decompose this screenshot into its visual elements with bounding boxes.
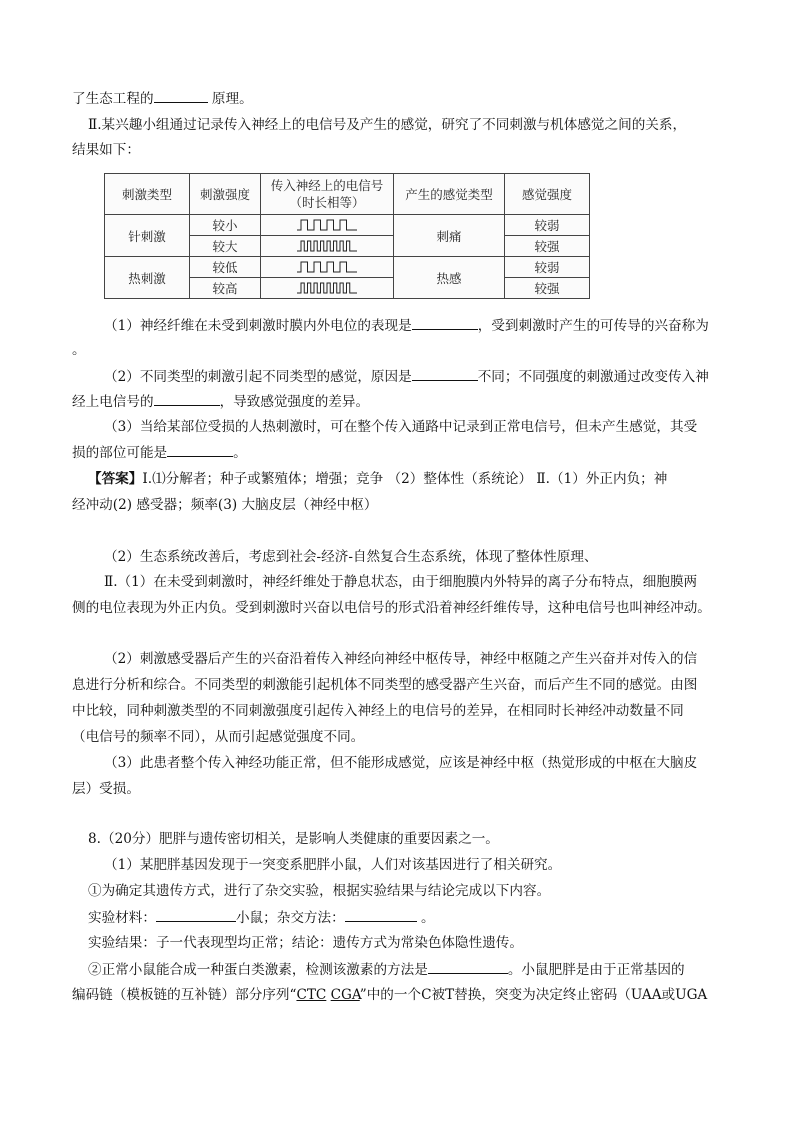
intro-line-3: 结果如下： <box>72 142 140 158</box>
cell-strength: 较高 <box>190 278 261 299</box>
pulse-wave <box>297 241 357 251</box>
cell-intensity: 较强 <box>505 278 590 299</box>
cell-type: 针刺激 <box>105 215 190 257</box>
text: Ⅰ.⑴分解者；种子或繁殖体；增强；竞争 （2）整体性（系统论） Ⅱ.（1）外正内负；神 <box>142 471 668 487</box>
table-row <box>105 215 590 236</box>
cell-strength: 较小 <box>190 215 261 236</box>
intro-line-2: Ⅱ.某兴趣小组通过记录传入神经上的电信号及产生的感觉，研究了不同刺激与机体感觉之间的关系， <box>88 117 687 133</box>
answer-line-1 <box>88 469 667 489</box>
text: （2）不同类型的刺激引起不同类型的感觉，原因是 <box>104 369 412 385</box>
q8-line-2: （1）某肥胖基因发现于一突变系肥胖小鼠，人们对该基因进行了相关研究。 <box>104 857 562 873</box>
header-sensation-type: 产生的感觉类型 <box>394 174 505 215</box>
text: 小鼠；杂交方法： <box>235 910 345 926</box>
text: （1）神经纤维在未受到刺激时膜内外电位的表现是 <box>104 318 412 334</box>
answer-blank <box>428 959 508 974</box>
stimulus-table <box>104 173 590 299</box>
header-signal-line1: 传入神经上的电信号 <box>270 178 384 193</box>
pulse-signal-icon <box>297 281 357 295</box>
cell-signal <box>261 278 394 299</box>
answer-blank <box>154 391 220 406</box>
text: 不同；不同强度的刺激通过改变传入神 <box>477 369 709 385</box>
analysis-p4a: （3）此患者整个传入神经功能正常，但不能形成感觉，应该是神经中枢（热觉形成的中枢在大脑皮 <box>104 755 698 771</box>
text: 经上电信号的 <box>72 394 154 410</box>
header-sensation-intensity: 感觉强度 <box>505 174 590 215</box>
sequence-codon: CTC <box>296 987 327 1003</box>
text: 。 <box>233 445 247 461</box>
text: 。小鼠肥胖是由于正常基因的 <box>507 962 685 978</box>
answer-blank <box>412 366 478 381</box>
text: ，受到刺激时产生的可传导的兴奋称为 <box>477 318 709 334</box>
analysis-p3b: 息进行分析和综合。不同类型的刺激能引起机体不同类型的感受器产生兴奋，而后产生不同的感觉。由图 <box>72 677 698 693</box>
answer-blank <box>345 907 417 922</box>
pulse-wave <box>297 262 357 272</box>
cell-strength: 较低 <box>190 257 261 278</box>
question-2 <box>104 366 709 387</box>
text: 。 <box>416 910 435 926</box>
cell-sensation: 刺痛 <box>394 215 505 257</box>
header-stimulus-strength: 刺激强度 <box>190 174 261 215</box>
pulse-signal-icon <box>297 218 357 232</box>
cell-type: 热刺激 <box>105 257 190 299</box>
header-signal-line2: （时长相等） <box>289 195 365 210</box>
analysis-p1: （2）生态系统改善后，考虑到社会-经济-自然复合生态系统，体现了整体性原理、 <box>104 549 598 565</box>
cell-intensity: 较弱 <box>505 257 590 278</box>
text: ”中的一个C被T替换，突变为决定终止密码（UAA或UGA <box>359 987 708 1003</box>
intro-line-1 <box>72 88 253 109</box>
text: ②正常小鼠能合成一种蛋白类激素，检测该激素的方法是 <box>88 962 428 978</box>
cell-intensity: 较弱 <box>505 215 590 236</box>
analysis-p2b: 侧的电位表现为外正内负。受到刺激时兴奋以电信号的形式沿着神经纤维传导，这种电信号也叫神经冲动。 <box>72 600 711 616</box>
analysis-p3a: （2）刺激感受器后产生的兴奋沿着传入神经向神经中枢传导，神经中枢随之产生兴奋并对传入的信 <box>104 651 698 667</box>
header-signal <box>261 174 394 215</box>
pulse-signal-icon <box>297 239 357 253</box>
q8-line-7 <box>72 985 707 1005</box>
pulse-signal-icon <box>297 260 357 274</box>
table-row <box>105 257 590 278</box>
q8-line-6 <box>88 959 685 980</box>
text: 实验材料： <box>88 910 156 926</box>
analysis-p2a: Ⅱ.（1）在未受到刺激时，神经纤维处于静息状态，由于细胞膜内外特异的离子分布特点，细胞膜两 <box>104 574 698 590</box>
analysis-p4b: 层）受损。 <box>72 781 140 797</box>
answer-blank <box>167 442 233 457</box>
cell-strength: 较大 <box>190 236 261 257</box>
text: 原理。 <box>207 91 253 107</box>
question-3-cont <box>72 442 247 463</box>
text: ，导致感觉强度的差异。 <box>219 394 370 410</box>
q8-line-4 <box>88 907 435 928</box>
cell-intensity: 较强 <box>505 236 590 257</box>
q8-line-3: ①为确定其遗传方式，进行了杂交实验，根据实验结果与结论完成以下内容。 <box>88 883 551 899</box>
sequence-codon: CGA <box>330 987 360 1003</box>
analysis-p3c: 中比较，同种刺激类型的不同刺激强度引起传入神经上的电信号的差异，在相同时长神经冲动数量不同 <box>72 703 684 719</box>
cell-signal <box>261 236 394 257</box>
text: 了生态工程的 <box>72 91 154 107</box>
pulse-wave <box>297 283 357 293</box>
analysis-p3d: （电信号的频率不同），从而引起感觉强度不同。 <box>72 729 365 745</box>
question-1-end: 。 <box>72 342 86 358</box>
cell-signal <box>261 215 394 236</box>
question-2-cont <box>72 391 369 412</box>
cell-sensation: 热感 <box>394 257 505 299</box>
question-1 <box>104 315 709 336</box>
cell-signal <box>261 257 394 278</box>
question-3: （3）当给某部位受损的人热刺激时，可在整个传入通路中记录到正常电信号，但未产生感觉，其受 <box>104 419 698 435</box>
q8-line-5: 实验结果：子一代表现型均正常；结论：遗传方式为常染色体隐性遗传。 <box>88 935 523 951</box>
answer-blank <box>154 88 208 103</box>
text: 损的部位可能是 <box>72 445 168 461</box>
answer-blank <box>156 907 236 922</box>
pulse-wave <box>297 220 357 230</box>
text: 编码链（模板链的互补链）部分序列“ <box>72 987 297 1003</box>
answer-label: 【答案】 <box>88 471 143 487</box>
q8-line-1: 8.（20分）肥胖与遗传密切相关，是影响人类健康的重要因素之一。 <box>88 831 499 847</box>
answer-blank <box>412 315 478 330</box>
header-stimulus-type: 刺激类型 <box>105 174 190 215</box>
answer-line-2: 经冲动(2) 感受器；频率(3) 大脑皮层（神经中枢） <box>72 497 378 513</box>
